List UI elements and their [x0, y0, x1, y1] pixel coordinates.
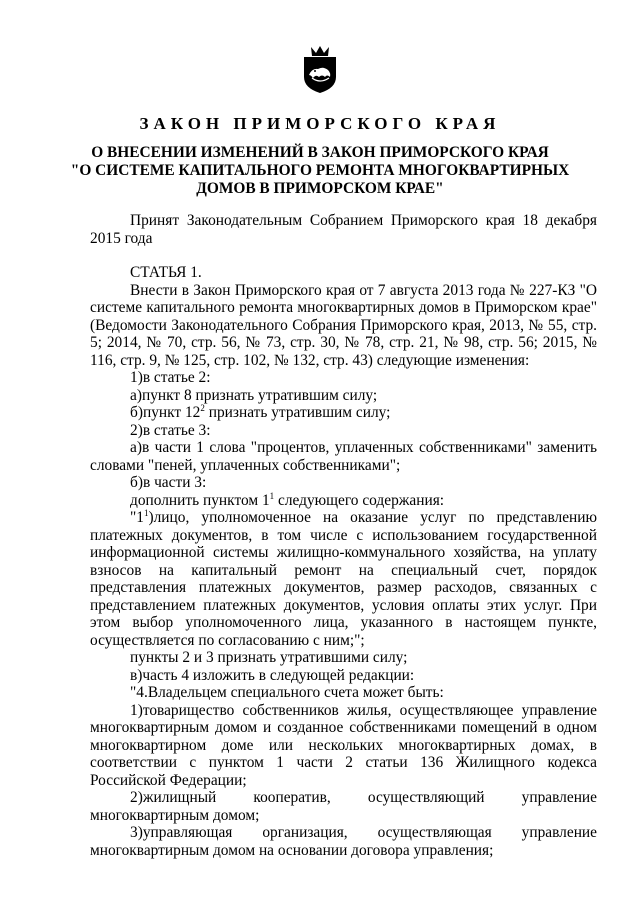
list-item: [90, 404, 597, 422]
item-text: б)пункт 12: [130, 404, 201, 421]
list-item: "4.Владельцем специального счета может быть:: [130, 684, 444, 701]
subtitle-line: "О СИСТЕМЕ КАПИТАЛЬНОГО РЕМОНТА МНОГОКВАРТИРНЫХ: [70, 161, 570, 179]
superscript: 1: [143, 508, 149, 518]
list-item: 2)жилищный кооператив, осуществляющий управление многоквартирным домом;: [90, 789, 597, 824]
item-text: признать утратившим силу;: [204, 404, 391, 421]
list-item: в)часть 4 изложить в следующей редакции:: [130, 666, 415, 684]
list-item: а)в части 1 слова "процентов, уплаченных собственниками" заменить словами "пеней, уплаченных собственниками";: [90, 439, 597, 474]
list-item: пункты 2 и 3 признать утратившими силу;: [130, 649, 408, 666]
adoption-note: Принят Законодательным Собранием Приморского края 18 декабря 2015 года: [90, 212, 597, 247]
item-text: )лицо, уполномоченное на оказание услуг по представлению платежных документов, в том числе с использованием государственной информационной системы жилищно-коммунального хозяйства, на уплату взносов на капитальный ремонт на специальный счет, порядок представления платежных документов, размер расходов, связанных с представлением платежных документов, условия оплаты этих услуг. При этом выбор уполномоченного лица, указанного в настоящем пункте, осуществляется по согласованию с ним;";: [90, 509, 597, 649]
subtitle-line: О ВНЕСЕНИИ ИЗМЕНЕНИЙ В ЗАКОН ПРИМОРСКОГО КРАЯ: [91, 144, 549, 161]
document-body: [90, 212, 597, 859]
superscript: 2: [200, 403, 205, 413]
list-item: б)в части 3:: [130, 474, 207, 491]
law-title: ЗАКОН ПРИМОРСКОГО КРАЯ: [139, 114, 501, 133]
list-item: 2)в статье 3:: [130, 421, 211, 439]
law-subtitle: [60, 144, 580, 197]
item-text: "1: [130, 509, 144, 526]
article-intro: Внести в Закон Приморского края от 7 августа 2013 года № 227-КЗ "О системе капитального ремонта многоквартирных домов в Приморском крае" (Ведомости Законодательного Собрания Приморского края, 2013, № 55, стр. 5; 2014, № 70, стр. 56, № 73, стр. 30, № 78, стр. 21, № 98, стр. 56; 2015, № 116, стр. 9, № 125, стр. 102, № 132, стр. 43) следующие изменения:: [90, 281, 597, 369]
item-text: дополнить пунктом 1: [130, 491, 270, 509]
list-item: 1)в статье 2:: [130, 369, 211, 386]
list-item: 3)управляющая организация, осуществляющая управление многоквартирным домом на основании договора управления;: [90, 824, 597, 859]
coat-of-arms-icon: [303, 44, 337, 94]
quoted-paragraph: [90, 509, 597, 649]
list-item: а)пункт 8 признать утратившим силу;: [130, 386, 378, 404]
article-heading: СТАТЬЯ 1.: [130, 264, 202, 281]
list-item: 1)товарищество собственников жилья, осуществляющее управление многоквартирным домом и созданное собственниками помещений в одном многоквартирном доме или нескольких многоквартирных домах, в соответствии с пунктом 1 части 2 статьи 136 Жилищного кодекса Российской Федерации;: [90, 701, 597, 789]
list-item: [90, 492, 597, 510]
subtitle-line: ДОМОВ В ПРИМОРСКОМ КРАЕ": [196, 179, 444, 197]
superscript: 1: [269, 490, 275, 501]
item-text: следующего содержания:: [274, 491, 445, 509]
